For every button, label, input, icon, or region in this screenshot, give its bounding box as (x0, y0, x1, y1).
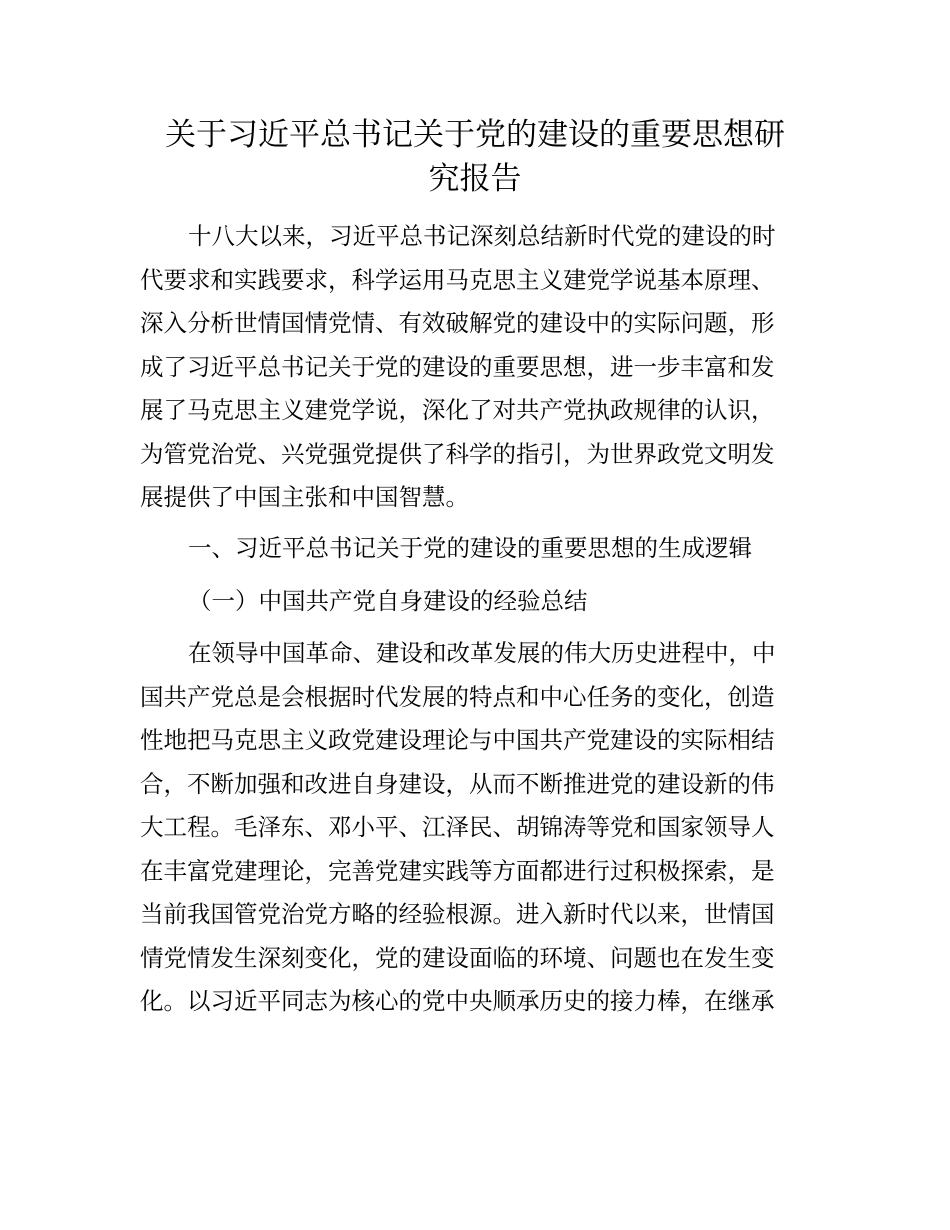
document-title (140, 112, 810, 199)
title-line: 究报告 (428, 160, 522, 197)
paragraph-line: 性地把马克思主义政党建设理论与中国共产党建设的实际相结 (140, 726, 775, 754)
paragraph-line: 为管党治党、兴党强党提供了科学的指引，为世界政党文明发 (140, 439, 775, 468)
paragraph-line: 成了习近平总书记关于党的建设的重要思想，进一步丰富和发 (140, 352, 775, 381)
paragraph-line: 十八大以来，习近平总书记深刻总结新时代党的建设的时 (188, 222, 776, 250)
paragraph-line: 在丰富党建理论，完善党建实践等方面都进行过积极探索，是 (140, 856, 775, 885)
paragraph-line: 大工程。毛泽东、邓小平、江泽民、胡锦涛等党和国家领导人 (140, 813, 775, 841)
paragraph-line: 情党情发生深刻变化，党的建设面临的环境、问题也在发生变 (140, 943, 775, 972)
paragraph-line: 合，不断加强和改进自身建设，从而不断推进党的建设新的伟 (140, 769, 775, 798)
paragraph-line: 展了马克思主义建党学说，深化了对共产党执政规律的认识， (140, 396, 775, 424)
paragraph-line: 国共产党总是会根据时代发展的特点和中心任务的变化，创造 (140, 682, 775, 711)
paragraph-line: 深入分析世情国情党情、有效破解党的建设中的实际问题，形 (140, 309, 775, 337)
paragraph-line: 在领导中国革命、建设和改革发展的伟大历史进程中，中 (188, 639, 776, 667)
paragraph-line: 展提供了中国主张和中国智慧。 (140, 483, 469, 511)
section-heading: 一、习近平总书记关于党的建设的重要思想的生成逻辑 (188, 534, 752, 562)
paragraph-line: 当前我国管党治党方略的经验根源。进入新时代以来，世情国 (140, 900, 775, 928)
body-paragraph (140, 632, 815, 1024)
paragraph-line: 代要求和实践要求，科学运用马克思主义建党学说基本原理、 (140, 265, 775, 294)
subsection-heading: （一）中国共产党自身建设的经验总结 (188, 587, 588, 615)
paragraph-line: 化。以习近平同志为核心的党中央顺承历史的接力棒，在继承 (140, 987, 775, 1015)
intro-paragraph (140, 215, 815, 520)
title-line: 关于习近平总书记关于党的建设的重要思想研 (165, 117, 785, 153)
